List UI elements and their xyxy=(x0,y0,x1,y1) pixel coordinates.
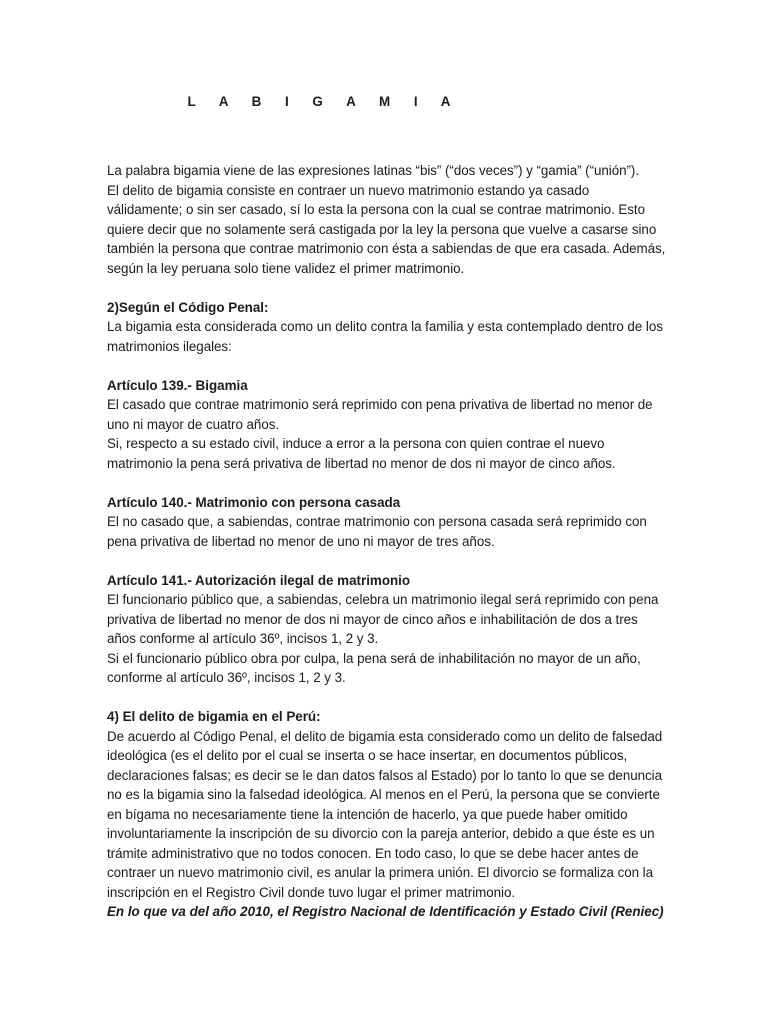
spacer xyxy=(107,278,667,298)
article-heading: Artículo 141.- Autorización ilegal de matrimonio xyxy=(107,572,411,588)
text-line: trámite administrativo que no todos conocen. En todo caso, lo que se debe hacer antes de xyxy=(107,845,639,861)
intro-paragraph xyxy=(107,161,667,278)
section-articulo-139 xyxy=(107,376,667,474)
text-line: también la persona que contrae matrimonio con ésta a sabiendas de que era casada. Además, xyxy=(107,241,666,256)
section-heading: 4) El delito de bigamia en el Perú: xyxy=(107,709,321,724)
text-line: en bígama no necesariamente tiene la intención de hacerlo, ya que puede haber omitido xyxy=(107,806,628,822)
text-line: La bigamia esta considerada como un delito contra la familia y esta contemplado dentro de los xyxy=(107,319,663,334)
text-line: Si el funcionario público obra por culpa, la pena será de inhabilitación no mayor de un año, xyxy=(107,650,641,666)
text-line: conforme al artículo 36º, incisos 1, 2 y 3. xyxy=(107,670,346,685)
text-line: pena privativa de libertad no menor de uno ni mayor de tres años. xyxy=(107,533,495,549)
text-line: inscripción en el Registro Civil donde tuvo lugar el primer matrimonio. xyxy=(107,884,516,900)
section-heading: 2)Según el Código Penal: xyxy=(107,299,269,315)
spacer xyxy=(107,688,667,708)
text-line: El funcionario público que, a sabiendas, celebra un matrimonio ilegal será reprimido con pena xyxy=(107,592,659,607)
text-line: válidamente; o sin ser casado, sí lo esta la persona con la cual se contrae matrimonio. Esto xyxy=(107,202,646,217)
text-line: años conforme al artículo 36º, incisos 1, 2 y 3. xyxy=(107,631,379,646)
document-title: L A B I G A M I A xyxy=(187,94,461,109)
text-line: no es la bigamia sino la falsedad ideológica. Al menos en el Perú, la persona que se convierte xyxy=(107,787,660,802)
section-articulo-141 xyxy=(107,571,667,688)
text-line: uno ni mayor de cuatro años. xyxy=(107,416,280,432)
closing-line: En lo que va del año 2010, el Registro Nacional de Identificación y Estado Civil (Reniec) xyxy=(107,904,664,919)
spacer xyxy=(107,473,667,493)
text-line: quiere decir que no solamente será castigada por la ley la persona que vuelve a casarse sino xyxy=(107,221,657,237)
text-line: El casado que contrae matrimonio será reprimido con pena privativa de libertad no menor de xyxy=(107,397,653,412)
text-line: declaraciones falsas; es decir se le dan datos falsos al Estado) por lo tanto lo que se denuncia xyxy=(107,767,662,783)
text-line: involuntariamente la inscripción de su divorcio con la pareja anterior, debido a que éste es un xyxy=(107,826,655,841)
text-line: La palabra bigamia viene de las expresiones latinas “bis” (“dos veces”) y “gamia” (“unión”). xyxy=(107,163,640,178)
text-line: De acuerdo al Código Penal, el delito de bigamia esta considerado como un delito de falsedad xyxy=(107,728,663,744)
spacer xyxy=(107,551,667,571)
article-heading: Artículo 139.- Bigamia xyxy=(107,377,248,393)
text-line: privativa de libertad no menor de dos ni mayor de cinco años e inhabilitación de dos a tres xyxy=(107,611,638,627)
text-line: matrimonio la pena será privativa de libertad no menor de dos ni mayor de cinco años. xyxy=(107,455,616,471)
section-bigamia-peru xyxy=(107,707,667,922)
text-line: El no casado que, a sabiendas, contrae matrimonio con persona casada será reprimido con xyxy=(107,514,647,529)
document-body xyxy=(107,161,667,922)
text-line: Si, respecto a su estado civil, induce a error a la persona con quien contrae el nuevo xyxy=(107,436,605,451)
text-line: ideológica (es el delito por el cual se inserta o se hace insertar, en documentos públicos, xyxy=(107,748,628,763)
text-line: matrimonios ilegales: xyxy=(107,338,232,354)
spacer xyxy=(107,356,667,376)
text-line: según la ley peruana solo tiene validez el primer matrimonio. xyxy=(107,260,465,276)
text-line: contraer un nuevo matrimonio civil, es anular la primera unión. El divorcio se formaliza con la xyxy=(107,865,654,880)
section-codigo-penal xyxy=(107,298,667,357)
text-line: El delito de bigamia consiste en contraer un nuevo matrimonio estando ya casado xyxy=(107,182,590,198)
section-articulo-140 xyxy=(107,493,667,552)
article-heading: Artículo 140.- Matrimonio con persona casada xyxy=(107,494,401,510)
